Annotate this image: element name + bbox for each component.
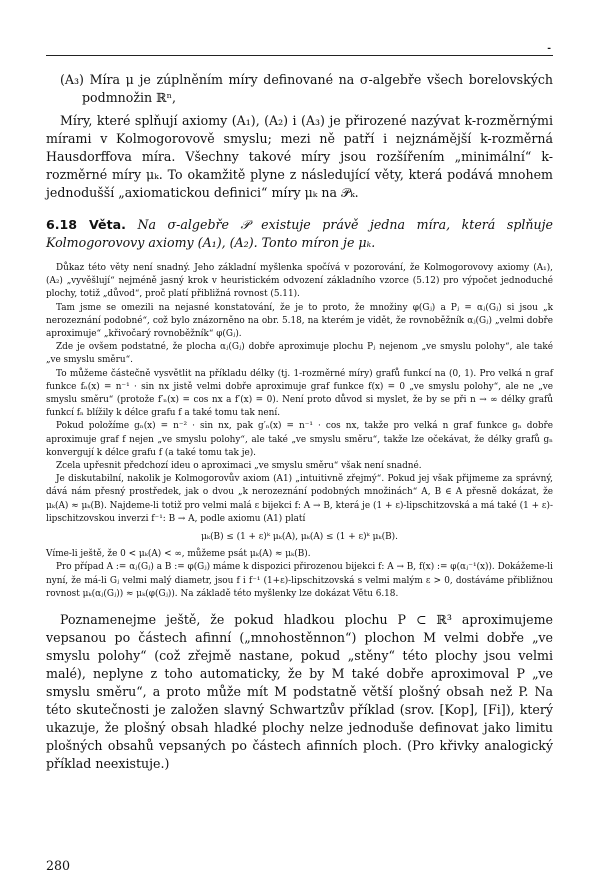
proof-paragraph-5: Pokud položíme gₙ(x) = n⁻² · sin nx, pak g′ₙ(x) = n⁻¹ · cos nx, takže pro velká n graf funkce gₙ dobře aproximuje graf f nejen „ve smyslu polohy“, ale také „ve smyslu směru“, takže lze očekávat, že délky grafů gₙ konvergují k délce grafu f (a také tomu tak je).	[46, 421, 553, 458]
page-number: 280	[46, 858, 71, 873]
proof-paragraph-7: Je diskutabilní, nakolik je Kolmogorovův axiom (A1) „intuitivně zřejmý“. Pokud jej však přijmeme za správný, dává nám přesný prostředek, jak o dvou „k nerozeznání podobných množinách“ A, B ∈ A přesně dokázat, že μₖ(A) ≈ μₖ(B). Najdeme-li totiž pro velmi malá ε bijekci f: A → B, která je (1 + ε)-lipschitzovská a má také (1 + ε)-lipschitzovskou inverzi f⁻¹: B → A, podle axiomu (A1) platí	[46, 474, 553, 524]
closing-paragraph: Poznamenejme ještě, že pokud hladkou plochu P ⊂ ℝ³ aproximujeme vepsanou po částech afinní („mnohostěnnon“) plochon M velmi dobře „ve smyslu polohy“ (což zřejmě nastane, pokud „stěny“ této plochy jsou velmi malé), neplyne z toho automaticky, že by M také dobře aproximoval P „ve smyslu směru“, a proto může mít M podstatně větší plošný obsah než P. Na této skutečnosti je založen slavný Schwartzův příklad (srov. [Kop], [Fi]), který ukazuje, že plošný obsah hladké plochy nelze jednoduše definovat jako limitu plošných obsahů vepsaných po částech afinních ploch. (Pro křivky analogický příklad neexistuje.)	[46, 612, 553, 772]
theorem-statement: Na σ-algebře 𝒫 existuje právě jedna míra, která splňuje Kolmogorovovy axiomy (A₁), (A₂). Tonto míron je μₖ.	[46, 217, 553, 250]
header-mark: -	[547, 44, 551, 54]
axiom-a3: (A₃) Míra μ je zúplněním míry definované na σ-algebře všech borelovských podmnožin ℝⁿ,	[60, 72, 553, 105]
lipschitz-formula: μₖ(B) ≤ (1 + ε)ᵏ μₖ(A), μₖ(A) ≤ (1 + ε)ᵏ μₖ(B).	[201, 532, 398, 543]
proof-paragraph-1: Důkaz této věty není snadný. Jeho základní myšlenka spočívá v pozorování, že Kolmogorovovy axiomy (A₁), (A₂) „vyvěšlují“ nejméně jasný krok v heuristickém odvození základního vzorce (5.12) pro výpočet jednoduché plochy, totiž „důvod“, proč platí přibližná rovnost (5.11).	[46, 263, 553, 300]
proof-paragraph-4: To můžeme částečně vysvětlit na příkladu délky (tj. 1-rozměrné míry) grafů funkcí na (0, 1). Pro velká n graf funkce fₙ(x) = n⁻¹ · sin nx jistě velmi dobře aproximuje graf funkce f(x) = 0 „ve smyslu polohy“, ale ne „ve smyslu směru“ (protože f′ₙ(x) = cos nx a f′(x) = 0). Není proto důvod si myslet, že by se při n → ∞ délky grafů funkcí fₙ blížily k délce grafu f a také tomu tak není.	[46, 368, 553, 419]
proof-paragraph-2: Tam jsme se omezili na nejasné konstatování, že je to proto, že množiny φ(Gⱼ) a Pⱼ = αⱼ(Gⱼ) si jsou „k nerozeznání podobné“, což bylo znázorněno na obr. 5.18, na kterém je vidět, že rovnoběžník αⱼ(Gⱼ) „velmi dobře aproximuje“ „křivočarý rovnoběžník“ φ(Gⱼ).	[46, 302, 553, 340]
proof-paragraph-6: Zcela upřesnit předchozí ideu o aproximaci „ve smyslu směru“ však není snadné.	[56, 461, 422, 472]
text-body	[46, 71, 553, 773]
header-rule	[46, 55, 553, 56]
theorem-label: 6.18 Věta.	[46, 217, 126, 232]
proof-paragraph-3: Zde je ovšem podstatné, že plocha αⱼ(Gⱼ) dobře aproximuje plochu Pⱼ nejenom „ve smyslu polohy“, ale také „ve smyslu směru“.	[46, 342, 553, 366]
theorem-6-18	[46, 216, 553, 252]
proof-paragraph-8: Víme-li ještě, že 0 < μₖ(A) < ∞, můžeme psát μₖ(A) ≈ μₖ(B).	[46, 549, 311, 560]
proof-block	[46, 262, 553, 601]
proof-paragraph-9: Pro případ A := αⱼ(Gⱼ) a B := φ(Gⱼ) máme k dispozici přirozenou bijekci f: A → B, f(x) := φ(αⱼ⁻¹(x)). Dokážeme-li nyní, že má-li Gⱼ velmi malý diametr, jsou f i f⁻¹ (1+ε)-lipschitzovská s velmi malým ε > 0, dostáváme přibližnou rovnost μₖ(αⱼ(Gⱼ)) ≈ μₖ(φ(Gⱼ)). Na základě této myšlenky lze dokázat Větu 6.18.	[46, 562, 553, 599]
intro-paragraph: Míry, které splňují axiomy (A₁), (A₂) i (A₃) je přirozené nazývat k-rozměrnými mírami v Kolmogorovově smyslu; mezi ně patří i nejznámější k-rozměrná Hausdorffova míra. Všechny takové míry jsou rozšířením „minimální“ k-rozměrné míry μₖ. To okamžitě plyne z následující věty, která podává mnohem jednodušší „axiomatickou definici“ míry μₖ na 𝒫ₖ.	[46, 113, 553, 200]
